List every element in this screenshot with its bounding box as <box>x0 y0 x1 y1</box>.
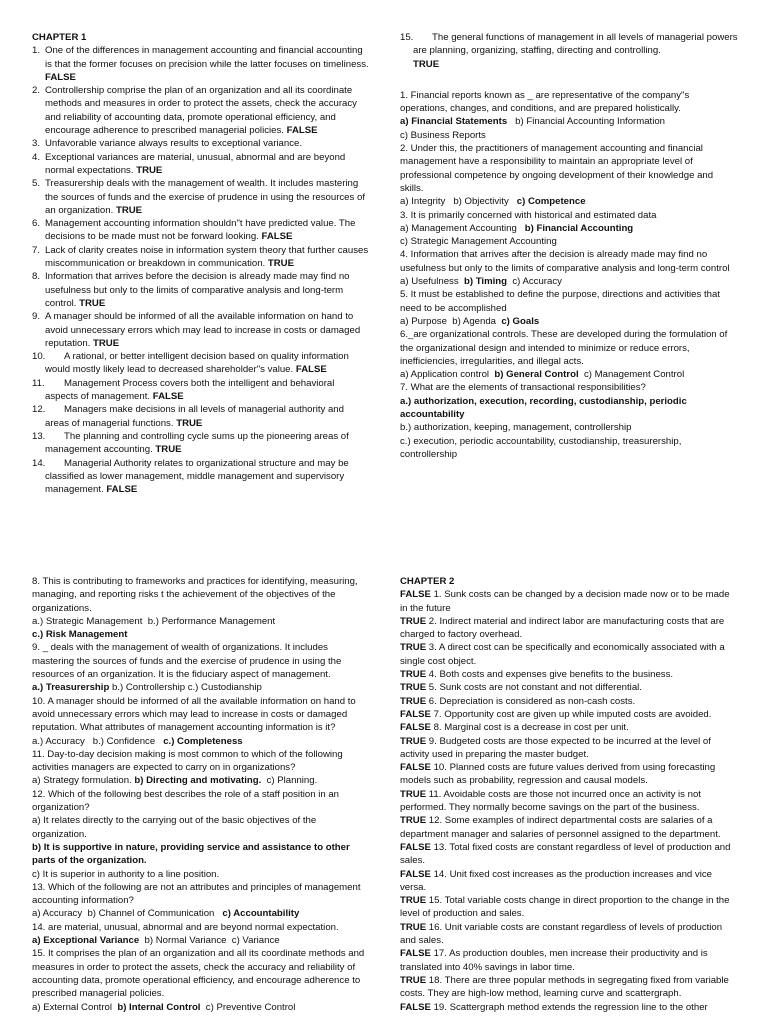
answer-option: c.) execution, periodic accountability, custodianship, treasurership, controllership <box>400 435 685 460</box>
true-false-item <box>400 947 738 974</box>
answer-options <box>32 868 370 881</box>
item-text: 19. Scattergraph method extends the regression line to the other <box>433 1001 708 1013</box>
question-block <box>32 921 370 948</box>
item-number: 5. <box>32 178 41 190</box>
item-answer: TRUE <box>79 297 106 309</box>
answer-options <box>400 421 738 434</box>
answer-options <box>400 195 738 208</box>
answer-option: a) Management Accounting <box>400 222 525 234</box>
true-false-item <box>32 403 370 430</box>
answer-option: a) Accuracy b) Channel of Communication <box>32 908 223 920</box>
answer-options <box>400 222 738 235</box>
true-false-item <box>400 588 738 615</box>
item-text: 3. A direct cost can be specifically and economically associated with a single cost object. <box>400 642 725 667</box>
correct-answer: b) Directing and motivating. <box>134 775 262 787</box>
correct-answer: b) It is supportive in nature, providing service and assistance to other parts of the organization. <box>32 841 353 867</box>
correct-answer: b) Timing <box>464 276 507 288</box>
item-text: 9. Budgeted costs are those expected to be incurred at the level of activity used in preparing the master budget. <box>400 735 711 760</box>
correct-answer: c.) Risk Management <box>32 629 128 641</box>
answer-option: a) External Control <box>32 1001 118 1013</box>
question-text: 1. Financial reports known as _ are representative of the company"s operations, changes, and conditions, and are prepared holistically. <box>400 89 690 115</box>
question-text: 2. Under this, the practitioners of management accounting and financial management have a responsibility to maintain an appropriate level of professional competence by ongoing development of their knowledge and skills. <box>400 143 714 194</box>
item-text: Controllership comprise the plan of an organization and all its coordinate methods and measures in order to protect the assets, check the accuracy and reliability of accounting data, promote operational efficiency, and encourage adherence to prescribed managerial policies. <box>45 85 357 137</box>
answer-option: b) Financial Accounting Information <box>507 116 666 128</box>
true-false-item <box>400 1001 738 1014</box>
item-answer: FALSE <box>400 868 431 880</box>
answer-options <box>32 934 370 947</box>
item-text: A manager should be informed of all the available information on hand to avoid unnecessary errors which may lead to increase in costs or damaged reputation. <box>45 311 361 349</box>
item-answer: TRUE <box>400 669 427 681</box>
true-false-item <box>400 974 738 1001</box>
chapter1-continued-section <box>400 31 738 461</box>
question-block <box>32 695 370 748</box>
item-answer: FALSE <box>152 391 184 403</box>
correct-answer: c) Goals <box>501 315 540 327</box>
question-text: 11. Day-to-day decision making is most common to which of the following activities managers are expected to carry on in organizations? <box>32 748 343 774</box>
item-text: Exceptional variances are material, unusual, abnormal and are beyond normal expectations. <box>45 151 346 176</box>
answer-options <box>32 907 370 920</box>
answer-option: a) Usefulness <box>400 276 464 288</box>
question-block <box>400 209 738 249</box>
question-text: 7. What are the elements of transactional responsibilities? <box>400 382 646 394</box>
item-answer: TRUE <box>400 695 427 707</box>
true-false-item <box>32 430 370 457</box>
answer-options <box>32 735 370 748</box>
item-answer: FALSE <box>400 589 431 601</box>
item-number: 9. <box>32 311 41 323</box>
correct-answer: a) Exceptional Variance <box>32 935 140 947</box>
item-answer: TRUE <box>136 164 163 176</box>
item-answer: TRUE <box>400 895 427 907</box>
item-answer: FALSE <box>286 125 318 137</box>
true-false-item <box>400 681 738 694</box>
item-number: 2. <box>32 85 41 97</box>
correct-answer: b) Financial Accounting <box>524 222 634 234</box>
answer-options <box>400 129 738 142</box>
true-false-item <box>400 788 738 815</box>
answer-options <box>32 628 370 641</box>
question-block <box>32 641 370 694</box>
answer-option: b.) authorization, keeping, management, controllership <box>400 422 632 434</box>
question-block <box>32 575 370 641</box>
answer-options <box>400 315 738 328</box>
item-text: Management Process covers both the intelligent and behavioral aspects of management. <box>45 377 335 403</box>
item-text: 13. Total fixed costs are constant regardless of level of production and sales. <box>400 841 731 867</box>
true-false-item <box>400 921 738 948</box>
answer-options <box>32 814 370 841</box>
item-answer: TRUE <box>400 615 427 627</box>
item-answer: TRUE <box>400 921 427 933</box>
item-number: 4. <box>32 151 41 163</box>
item-text: 2. Indirect material and indirect labor are manufacturing costs that are charged to factory overhead. <box>400 615 725 641</box>
answer-option: c) Planning. <box>261 775 318 787</box>
item-answer: TRUE <box>400 642 427 654</box>
answer-options <box>400 235 738 248</box>
item-answer: TRUE <box>400 682 427 694</box>
true-false-item <box>400 615 738 642</box>
answer-option: a) Strategy formulation. <box>32 775 135 787</box>
answer-option: a.) Accuracy b.) Confidence <box>32 735 164 747</box>
true-false-item <box>32 151 370 178</box>
item-answer: TRUE <box>176 417 203 429</box>
correct-answer: c) Accountability <box>222 908 300 920</box>
multiple-choice-list <box>32 575 370 1014</box>
item-answer: FALSE <box>400 948 431 960</box>
answer-options <box>32 774 370 787</box>
item-answer: FALSE <box>45 71 76 83</box>
true-false-item <box>32 244 370 271</box>
true-false-item <box>400 695 738 708</box>
true-false-item <box>400 641 738 668</box>
item-answer: FALSE <box>400 841 431 853</box>
item-text: A rational, or better intelligent decision based on quality information would mostly likely lead to decreased shareholder"s value. <box>45 351 349 376</box>
true-false-item <box>400 841 738 868</box>
true-false-list <box>32 44 370 496</box>
item-number: 7. <box>32 244 41 256</box>
true-false-item <box>32 270 370 310</box>
true-false-list <box>400 588 738 1014</box>
item-answer: TRUE <box>400 788 427 800</box>
question-block <box>32 788 370 881</box>
item-answer: TRUE <box>267 258 295 270</box>
true-false-item <box>400 814 738 841</box>
item-answer: TRUE <box>413 58 440 70</box>
item-text: 16. Unit variable costs are constant regardless of levels of production and sales. <box>400 921 723 947</box>
answer-options <box>400 275 738 288</box>
true-false-item <box>400 668 738 681</box>
correct-answer: c) Competence <box>516 196 586 208</box>
item-answer: TRUE <box>400 815 427 827</box>
answer-option: b) Normal Variance c) Variance <box>139 935 280 947</box>
item-text: 15. Total variable costs change in direct proportion to the change in the level of production and sales. <box>400 895 730 920</box>
answer-option: c) Management Control <box>578 369 685 381</box>
question-text: 3. It is primarily concerned with historical and estimated data <box>400 209 657 221</box>
answer-options <box>400 395 738 422</box>
item-answer: FALSE <box>400 708 431 720</box>
item-text: Managers make decisions in all levels of managerial authority and areas of managerial functions. <box>45 404 344 429</box>
question-text: 5. It must be established to define the purpose, directions and activities that need to be accomplished <box>400 289 720 314</box>
true-false-item <box>32 457 370 497</box>
answer-option: a) It relates directly to the carrying out of the basic objectives of the organization. <box>32 815 319 840</box>
true-false-item <box>400 894 738 921</box>
correct-answer: a) Financial Statements <box>400 116 508 128</box>
true-false-item <box>32 377 370 404</box>
item-text: The general functions of management in all levels of managerial powers are planning, organizing, staffing, directing and controlling. <box>413 32 738 57</box>
item-text: 8. Marginal cost is a decrease in cost per unit. <box>433 722 629 734</box>
item-text: 11. Avoidable costs are those not incurred once an activity is not performed. They normally become savings on the part of the business. <box>400 788 701 814</box>
item-text: 7. Opportunity cost are given up while imputed costs are avoided. <box>433 708 712 720</box>
item-text: One of the differences in management accounting and financial accounting is that the former focuses on precision while the latter focuses on timeliness. <box>45 45 369 70</box>
chapter2-true-false-section <box>400 575 738 1014</box>
true-false-item <box>400 761 738 788</box>
item-text: 4. Both costs and expenses give benefits to the business. <box>428 669 674 681</box>
item-number: 1. <box>32 45 41 57</box>
item-answer: FALSE <box>106 484 138 496</box>
true-false-item <box>400 708 738 721</box>
item-text: Lack of clarity creates noise in information system theory that further causes miscommunication or breakdown in communication. <box>45 244 369 270</box>
question-block <box>400 89 738 142</box>
question-block <box>400 381 738 461</box>
item-text: The planning and controlling cycle sums up the pioneering areas of management accounting. <box>45 430 349 456</box>
true-false-item <box>400 735 738 762</box>
true-false-item <box>400 721 738 734</box>
true-false-item-15 <box>400 31 738 71</box>
multiple-choice-list <box>400 89 738 461</box>
answer-option: c) It is superior in authority to a line position. <box>32 868 220 880</box>
item-text: Information that arrives before the decision is already made may find no usefulness but only to the limits of comparative analysis and long-term control. <box>45 271 350 309</box>
item-text: 5. Sunk costs are not constant and not differential. <box>428 682 642 694</box>
correct-answer: a.) authorization, execution, recording, custodianship, periodic accountability <box>400 395 690 421</box>
item-text: 10. Planned costs are future values derived from using forecasting models such as probability, regression and causal models. <box>400 762 716 787</box>
question-block <box>400 142 738 208</box>
answer-options <box>400 435 738 462</box>
question-block <box>32 947 370 1013</box>
answer-option: c) Business Reports <box>400 129 486 141</box>
item-answer: TRUE <box>155 444 182 456</box>
answer-option: c) Accuracy <box>507 276 562 288</box>
answer-options <box>400 115 738 128</box>
item-number: 11. <box>32 377 45 389</box>
answer-options <box>32 841 370 868</box>
chapter1-true-false-section <box>32 31 370 496</box>
correct-answer: b) General Control <box>494 369 579 381</box>
true-false-item <box>32 350 370 377</box>
item-text: 14. Unit fixed cost increases as the production increases and vice versa. <box>400 868 712 893</box>
true-false-item <box>32 217 370 244</box>
item-text: 1. Sunk costs can be changed by a decision made now or to be made in the future <box>400 589 730 614</box>
item-number: 14. <box>32 457 46 469</box>
question-block <box>400 328 738 381</box>
true-false-item <box>32 177 370 217</box>
question-block <box>400 248 738 288</box>
true-false-item <box>32 84 370 137</box>
chapter-heading: CHAPTER 1 <box>32 32 87 43</box>
item-text: Management accounting information shouldn"t have predicted value. The decisions to be made must not be forward looking. <box>45 218 356 243</box>
answer-option: c) Preventive Control <box>200 1001 296 1013</box>
item-answer: TRUE <box>400 974 427 986</box>
item-text: 12. Some examples of indirect departmental costs are salaries of a department manager and salaries of personnel assigned to the department. <box>400 815 721 840</box>
question-block <box>400 288 738 328</box>
item-number: 12. <box>32 404 46 416</box>
item-number: 8. <box>32 271 41 283</box>
answer-option: a) Purpose b) Agenda <box>400 315 502 327</box>
answer-options <box>32 1001 370 1014</box>
answer-option: a.) Strategic Management b.) Performance Management <box>32 615 276 627</box>
question-block <box>32 748 370 788</box>
item-answer: FALSE <box>295 364 327 376</box>
item-text: 18. There are three popular methods in segregating fixed from variable costs. They are high-low method, learning curve and scattergraph. <box>400 974 729 1000</box>
item-number: 15. <box>400 32 414 43</box>
question-block <box>32 881 370 921</box>
answer-options <box>32 681 370 694</box>
item-text: Treasurership deals with the management of wealth. It includes mastering the sources of funds and the exercise of prudence in using the resources of an organization. <box>45 178 365 216</box>
answer-option: c) Strategic Management Accounting <box>400 236 557 248</box>
chapter-heading: CHAPTER 2 <box>400 576 455 587</box>
correct-answer: b) Internal Control <box>117 1001 201 1013</box>
item-answer: FALSE <box>400 762 431 774</box>
question-text: 15. It comprises the plan of an organization and all its coordinate methods and measures in order to protect the assets, check the accuracy and reliability of accounting data, promote operational efficiency, and encourage adherence to prescribed managerial policies. <box>32 948 365 1000</box>
question-text: 4. Information that arrives after the decision is already made may find no usefulness but only to the limits of comparative analysis and long-term control <box>400 249 730 274</box>
item-text: 6. Depreciation is considered as non-cash costs. <box>428 695 636 707</box>
multiple-choice-continued-section <box>32 575 370 1014</box>
answer-options <box>400 368 738 381</box>
item-text: Unfavorable variance always results to exceptional variance. <box>45 138 303 150</box>
item-answer: TRUE <box>400 735 427 747</box>
item-answer: TRUE <box>115 204 143 216</box>
question-text: 6._are organizational controls. These are developed during the formulation of the organizational design and intended to minimize or reduce errors, inefficiencies, irregularities, and illegal acts. <box>400 329 728 367</box>
answer-options <box>32 615 370 628</box>
question-text: 14. are material, unusual, abnormal and are beyond normal expectation. <box>32 921 339 933</box>
question-text: 10. A manager should be informed of all the available information on hand to avoid unnecessary errors which may lead to increase in costs or damaged reputation. What attributes of management accounting information is it? <box>32 695 356 734</box>
answer-option: a) Application control <box>400 369 495 381</box>
question-text: 9. _ deals with the management of wealth of organizations. It includes mastering the sources of funds and the exercise of prudence in using the resources of an organization. It is the fiduciary aspect of management. <box>32 642 342 681</box>
item-number: 13. <box>32 430 46 442</box>
item-answer: TRUE <box>93 337 120 349</box>
answer-option: a) Integrity b) Objectivity <box>400 196 517 208</box>
true-false-item <box>32 310 370 350</box>
item-number: 3. <box>32 138 41 150</box>
question-text: 13. Which of the following are not an attributes and principles of management accounting information? <box>32 881 361 907</box>
item-answer: FALSE <box>400 722 431 734</box>
question-text: 8. This is contributing to frameworks and practices for identifying, measuring, managing, and reporting risks t the achievement of the objectives of the organizations. <box>32 576 358 614</box>
item-number: 10. <box>32 351 46 363</box>
item-number: 6. <box>32 218 41 230</box>
item-answer: FALSE <box>261 231 293 243</box>
true-false-item <box>32 137 370 150</box>
spacer <box>400 71 738 89</box>
true-false-item <box>32 44 370 84</box>
item-answer: FALSE <box>400 1001 431 1013</box>
correct-answer: c.) Completeness <box>163 735 243 747</box>
correct-answer: a.) Treasurership <box>32 682 110 694</box>
question-text: 12. Which of the following best describes the role of a staff position in an organization? <box>32 788 339 814</box>
answer-option: b.) Controllership c.) Custodianship <box>109 682 262 694</box>
item-text: 17. As production doubles, men increase their productivity and is translated into 40% savings in labor time. <box>400 948 708 973</box>
true-false-item <box>400 868 738 895</box>
item-text: Managerial Authority relates to organizational structure and may be classified as lower management, middle management and supervisory management. <box>45 457 349 496</box>
